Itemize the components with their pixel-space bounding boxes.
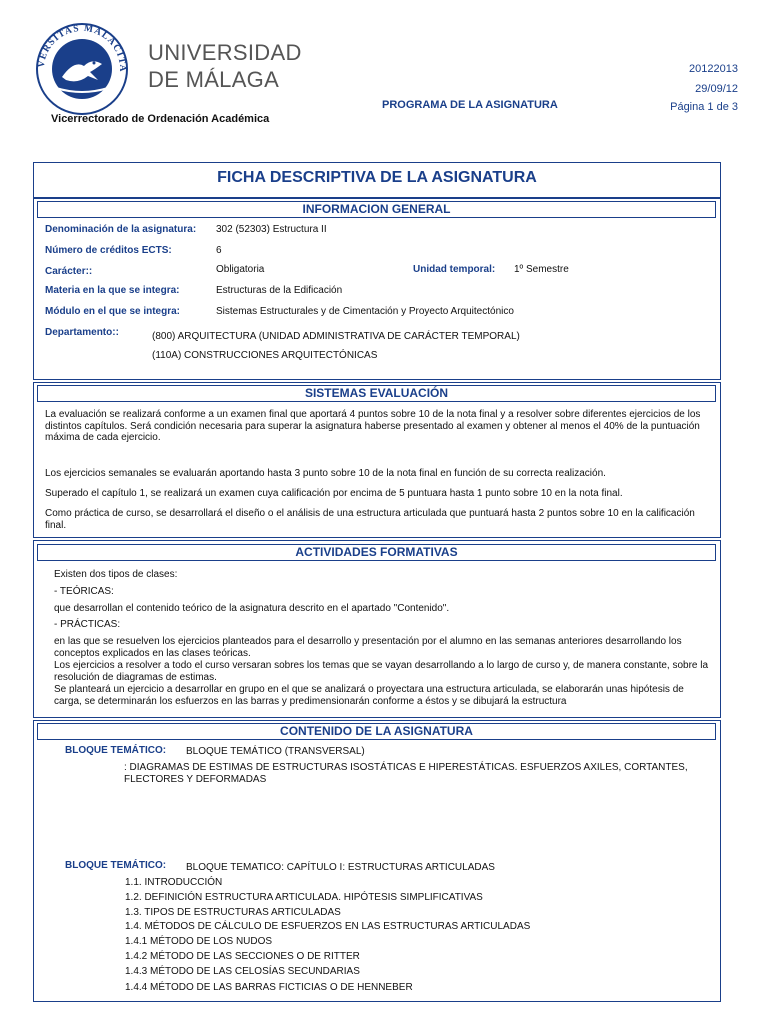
modulo-value: Sistemas Estructurales y de Cimentación y Proyecto Arquitectónico <box>216 306 514 317</box>
unidad-value: 1º Semestre <box>514 264 569 275</box>
university-name-line1: UNIVERSIDAD <box>148 40 302 65</box>
university-name-line2: DE MÁLAGA <box>148 67 280 92</box>
bloque-1-label: BLOQUE TEMÁTICO: <box>65 745 167 756</box>
date: 29/09/12 <box>695 83 738 95</box>
materia-label: Materia en la que se integra: <box>45 285 180 296</box>
bloque-2-label: BLOQUE TEMÁTICO: <box>65 860 167 871</box>
caracter-label: Carácter:: <box>45 266 93 277</box>
actividades-l3: que desarrollan el contenido teórico de la asignatura descrito en el apartado "Contenido". <box>54 603 450 614</box>
creditos-label: Número de créditos ECTS: <box>45 245 172 256</box>
vicerrectorado: Vicerrectorado de Ordenación Académica <box>51 113 270 125</box>
evaluacion-p4: Como práctica de curso, se desarrollará el diseño o el análisis de una estructura articulada que puntuará hasta 2 puntos sobre 10 en la calificación final. <box>45 508 695 531</box>
contenido-item: 1.4.4 MÉTODO DE LAS BARRAS FICTICIAS O DE HENNEBER <box>125 982 413 993</box>
university-seal <box>32 22 132 116</box>
actividades-l7: Se planteará un ejercicio a desarrollar en grupo en el que se analizará o proyectara una estructura articulada, se elaborarán unas hipótesis de carga, se determinarán los esfuerzos en las barras y predimensionarán conforme a éstos y se dibujará la estructura <box>54 684 684 707</box>
contenido-item: 1.3. TIPOS DE ESTRUCTURAS ARTICULADAS <box>125 907 341 918</box>
actividades-l5: en las que se resuelven los ejercicios planteados para el desarrollo y presentación por el alumno en las semanas anteriores desarrollando los conceptos explicados en las clases teóricas. <box>54 636 682 659</box>
materia-value: Estructuras de la Edificación <box>216 285 343 296</box>
actividades-l4: - PRÁCTICAS: <box>54 619 121 630</box>
page-number: Página 1 de 3 <box>670 101 738 113</box>
departamento-value-2: (110A) CONSTRUCCIONES ARQUITECTÓNICAS <box>152 350 378 361</box>
departamento-value-1: (800) ARQUITECTURA (UNIDAD ADMINISTRATIVA DE CARÁCTER TEMPORAL) <box>152 331 520 342</box>
actividades-l2: - TEÓRICAS: <box>54 586 114 597</box>
bloque-2-value: BLOQUE TEMATICO: CAPÍTULO I: ESTRUCTURAS ARTICULADAS <box>186 862 495 873</box>
denominacion-value: 302 (52303) Estructura II <box>216 224 327 235</box>
course-code: 20122013 <box>689 63 738 75</box>
evaluacion-p3: Superado el capítulo 1, se realizará un examen cuya calificación por encima de 5 puntuara hasta 1 punto sobre 10 en la nota final. <box>45 488 623 499</box>
contenido-item: 1.4.2 MÉTODO DE LAS SECCIONES O DE RITTER <box>125 951 360 962</box>
actividades-l1: Existen dos tipos de clases: <box>54 569 178 580</box>
modulo-label: Módulo en el que se integra: <box>45 306 181 317</box>
contenido-item: 1.1. INTRODUCCIÓN <box>125 877 223 888</box>
creditos-value: 6 <box>216 245 222 256</box>
bloque-1-desc: : DIAGRAMAS DE ESTIMAS DE ESTRUCTURAS ISOSTÁTICAS E HIPERESTÁTICAS. ESFUERZOS AXILES, CORTANTES, FLECTORES Y DEFORMADAS <box>124 762 688 785</box>
seal-text: VERSITAS MALACITA <box>36 23 128 73</box>
contenido-item: 1.4.3 MÉTODO DE LAS CELOSÍAS SECUNDARIAS <box>125 966 360 977</box>
bloque-1-value: BLOQUE TEMÁTICO (TRANSVERSAL) <box>186 746 365 757</box>
departamento-label: Departamento:: <box>45 327 119 338</box>
actividades-heading: ACTIVIDADES FORMATIVAS <box>37 544 716 561</box>
actividades-l6: Los ejercicios a resolver a todo el curso versaran sobres los temas que se vayan desarrollando a lo largo de curso y, de manera constante, sobre la resolución de diagramas de estimas. <box>54 660 709 683</box>
unidad-label: Unidad temporal: <box>413 264 496 275</box>
page-title: FICHA DESCRIPTIVA DE LA ASIGNATURA <box>217 169 537 186</box>
contenido-item: 1.4. MÉTODOS DE CÁLCULO DE ESFUERZOS EN LAS ESTRUCTURAS ARTICULADAS <box>125 921 531 932</box>
evaluacion-heading: SISTEMAS EVALUACIÓN <box>37 385 716 402</box>
evaluacion-p2: Los ejercicios semanales se evaluarán aportando hasta 3 punto sobre 10 de la nota final en función de su correcta realización. <box>45 468 606 479</box>
title-box <box>33 162 721 198</box>
denominacion-label: Denominación de la asignatura: <box>45 224 197 235</box>
caracter-value: Obligatoria <box>216 264 265 275</box>
contenido-item: 1.4.1 MÉTODO DE LOS NUDOS <box>125 936 273 947</box>
contenido-heading: CONTENIDO DE LA ASIGNATURA <box>37 723 716 740</box>
evaluacion-p1: La evaluación se realizará conforme a un examen final que aportará 4 puntos sobre 10 de la nota final y a resolver sobre diferentes ejercicios de los distintos capítulos. Será condición necesaria para superar la asignatura haberse presentado al examen y obtener al menos el 40% de la puntuación máxima de cada ejercicio. <box>45 409 701 443</box>
contenido-item: 1.2. DEFINICIÓN ESTRUCTURA ARTICULADA. HIPÓTESIS SIMPLIFICATIVAS <box>125 892 483 903</box>
general-heading: INFORMACION GENERAL <box>37 201 716 218</box>
programa-title: PROGRAMA DE LA ASIGNATURA <box>382 99 558 111</box>
